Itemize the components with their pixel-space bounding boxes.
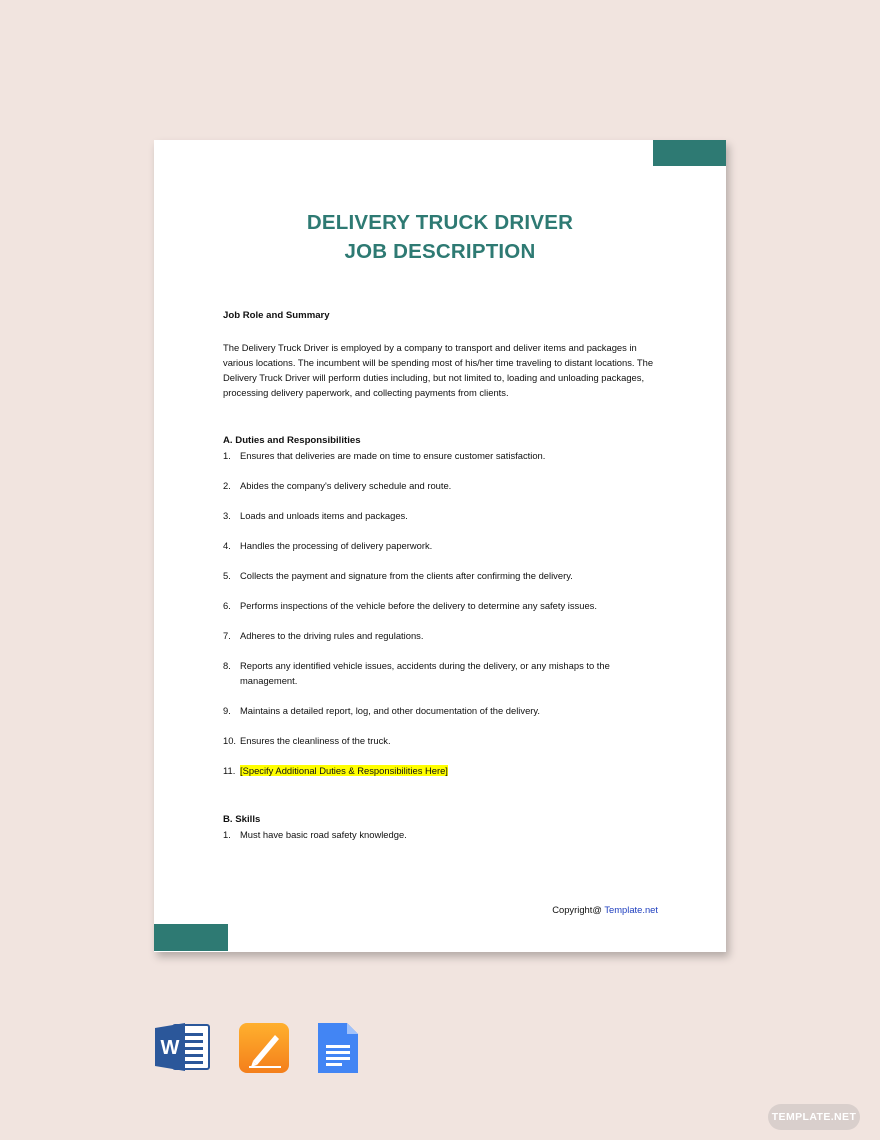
- list-text: Adheres to the driving rules and regulations.: [240, 630, 424, 641]
- list-number: 2.: [223, 480, 231, 491]
- skills-list: [223, 827, 663, 842]
- list-item: [223, 538, 663, 553]
- list-text: Ensures that deliveries are made on time to ensure customer satisfaction.: [240, 450, 546, 461]
- list-text: Must have basic road safety knowledge.: [240, 829, 407, 840]
- list-text: Performs inspections of the vehicle before the delivery to determine any safety issues.: [240, 600, 597, 611]
- placeholder-highlight: [Specify Additional Duties & Responsibilities Here]: [240, 765, 448, 776]
- list-item: [223, 598, 663, 613]
- copyright-footer: [552, 904, 658, 915]
- list-number: 4.: [223, 540, 231, 551]
- word-icon[interactable]: [155, 1021, 211, 1078]
- list-item: [223, 733, 663, 748]
- copyright-label: Copyright@: [552, 904, 602, 915]
- accent-bar-top: [653, 140, 726, 166]
- svg-text:W: W: [160, 1037, 180, 1059]
- skills-heading: B. Skills: [223, 814, 261, 825]
- list-item: [223, 703, 663, 718]
- list-item: [223, 827, 663, 842]
- google-docs-icon[interactable]: [317, 1021, 359, 1078]
- list-item: [223, 478, 663, 493]
- title-line-2: JOB DESCRIPTION: [344, 240, 536, 263]
- duties-list: [223, 448, 663, 778]
- list-text: Maintains a detailed report, log, and other documentation of the delivery.: [240, 705, 541, 716]
- duties-heading: A. Duties and Responsibilities: [223, 435, 361, 446]
- template-net-badge[interactable]: TEMPLATE.NET: [768, 1104, 860, 1130]
- summary-heading: Job Role and Summary: [223, 310, 330, 321]
- copyright-link[interactable]: Template.net: [604, 904, 658, 915]
- summary-paragraph: The Delivery Truck Driver is employed by a company to transport and deliver items and packages in various locations. The incumbent will be spending most of his/her time traveling to distant locations. The Delivery Truck Driver will perform duties including, but not limited to, loading and unloading packages, processing delivery paperwork, and collecting payments from clients.: [223, 342, 654, 398]
- list-text: Abides the company's delivery schedule and route.: [240, 480, 452, 491]
- list-number: 8.: [223, 660, 231, 671]
- list-number: 1.: [223, 829, 231, 840]
- title-line-1: DELIVERY TRUCK DRIVER: [306, 211, 574, 234]
- list-text: Loads and unloads items and packages.: [240, 510, 408, 521]
- document-body: [223, 308, 663, 842]
- list-number: 3.: [223, 510, 231, 521]
- document-title: [154, 208, 726, 266]
- list-item: [223, 763, 663, 778]
- list-item: [223, 658, 663, 688]
- list-number: 9.: [223, 705, 231, 716]
- list-item: [223, 568, 663, 583]
- list-item: [223, 508, 663, 523]
- accent-bar-bottom: [154, 924, 228, 951]
- document-page: [154, 140, 726, 952]
- list-number: 1.: [223, 450, 231, 461]
- list-item: [223, 628, 663, 643]
- list-number: 7.: [223, 630, 231, 641]
- list-item: [223, 448, 663, 463]
- pages-icon[interactable]: [239, 1021, 291, 1078]
- list-text: Handles the processing of delivery paperwork.: [240, 540, 433, 551]
- list-number: 10.: [223, 735, 237, 746]
- list-text: Ensures the cleanliness of the truck.: [240, 735, 391, 746]
- list-number: 11.: [223, 765, 236, 776]
- list-number: 5.: [223, 570, 231, 581]
- list-text: Reports any identified vehicle issues, accidents during the delivery, or any mishaps to the management.: [240, 660, 610, 686]
- list-number: 6.: [223, 600, 231, 611]
- list-text: Collects the payment and signature from the clients after confirming the delivery.: [240, 570, 573, 581]
